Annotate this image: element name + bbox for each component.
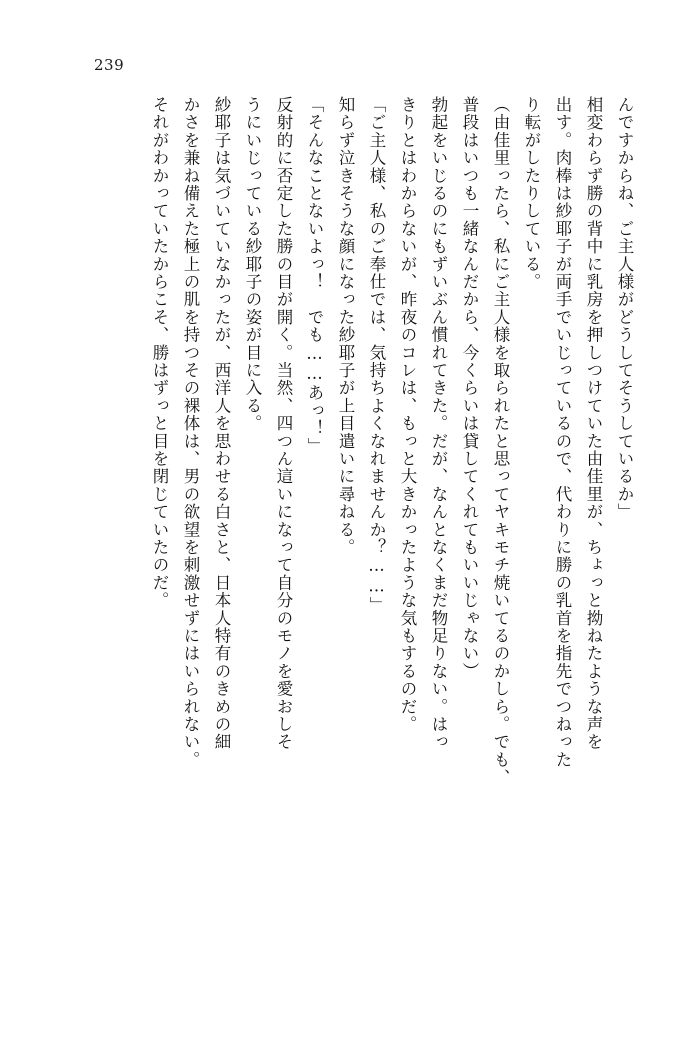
text-line: 知らず泣きそうな顔になった紗耶子が上目遣いに尋ねる。 [336,96,355,557]
text-line: きりとはわからないが、昨夜のコレは、もっと大きかったような気もするのだ。 [398,96,417,734]
body-text [60,96,640,976]
text-line: 紗耶子は気づいていなかったが、西洋人を思わせる白さと、日本人特有のきめの細 [212,96,231,751]
text-line: 「ご主人様、私のご奉仕では、気持ちよくなれませんか？……」 [367,96,386,615]
text-line: それがわかっていたからこそ、勝はずっと目を閉じていたのだ。 [150,96,169,610]
page-number: 239 [94,56,125,74]
text-line: 反射的に否定した勝の目が開く。当然、四つん這いになって自分のモノを愛おしそ [274,96,293,751]
text-line: 勃起をいじるのにもずいぶん慣れてきた。だが、なんとなくまだ物足りない。はっ [429,96,448,751]
text-line: かさを兼ね備えた極上の肌を持つその裸体は、男の欲望を刺激せずにはいられない。 [181,96,200,769]
text-line: り転がしたりしている。 [522,96,541,291]
text-line: んですからね、ご主人様がどうしてそうしているか」 [615,96,634,521]
text-line: 相変わらず勝の背中に乳房を押しつけていた由佳里が、ちょっと拗ねたような声を [584,96,603,751]
text-line: 出す。肉棒は紗耶子が両手でいじっているので、代わりに勝の乳首を指先でつねった [553,96,572,769]
text-line: （由佳里ったら、私にご主人様を取られたと思ってヤキモチ焼いてるのかしら。でも、 [491,96,510,787]
text-line: 普段はいつも一緒なんだから、今くらいは貸してくれてもいいじゃない） [460,96,479,681]
text-line: 「そんなことないよっ！ でも……あっ！」 [305,96,324,455]
text-line: うにいじっている紗耶子の姿が目に入る。 [243,96,262,433]
